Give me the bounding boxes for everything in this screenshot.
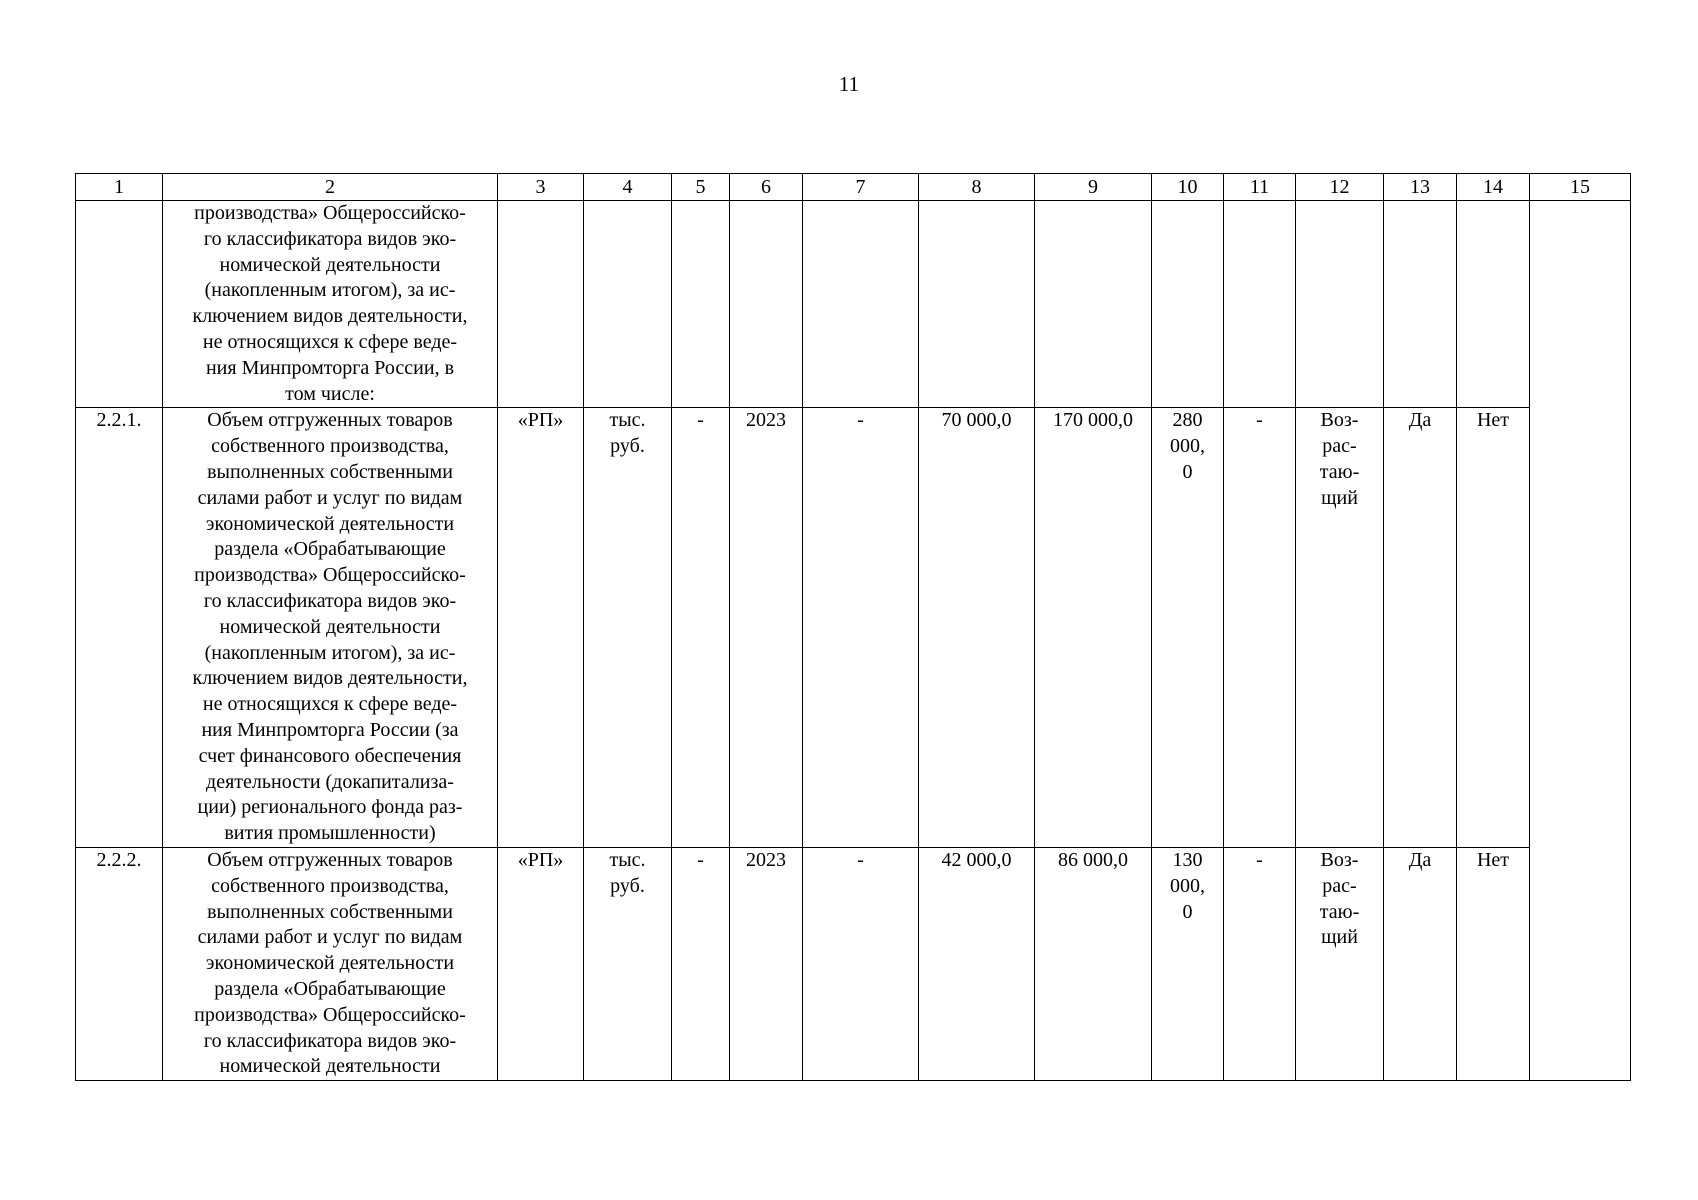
cell-col10: 280 000, 0 — [1152, 408, 1224, 848]
column-header: 10 — [1152, 174, 1224, 201]
cell-col13: Да — [1384, 847, 1457, 1080]
table-row — [76, 847, 1631, 1080]
cell-col3: «РП» — [498, 408, 584, 848]
column-header: 14 — [1457, 174, 1530, 201]
cell-col12: Воз- рас- таю- щий — [1296, 408, 1384, 848]
cell-col5: - — [672, 408, 730, 848]
column-header: 15 — [1530, 174, 1631, 201]
cell-col6: 2023 — [730, 847, 803, 1080]
cell-col5: - — [672, 847, 730, 1080]
column-header: 3 — [498, 174, 584, 201]
table-row — [76, 408, 1631, 848]
row-number: 2.2.2. — [76, 847, 163, 1080]
column-header: 4 — [584, 174, 672, 201]
cell-col3: «РП» — [498, 847, 584, 1080]
indicator-description: Объем отгруженных товаров собственного производства, выполненных собственными силами работ и услуг по видам экономической деятельности раздела «Обрабатывающие производства» Общероссийско- го классификатора видов эко- номической деятельности — [163, 847, 498, 1080]
cell-col6 — [730, 201, 803, 408]
column-header: 9 — [1035, 174, 1152, 201]
column-header: 1 — [76, 174, 163, 201]
cell-col12: Воз- рас- таю- щий — [1296, 847, 1384, 1080]
page-number: 11 — [838, 72, 860, 96]
cell-col4: тыс. руб. — [584, 847, 672, 1080]
cell-col9: 170 000,0 — [1035, 408, 1152, 848]
row-number — [76, 201, 163, 408]
cell-col6: 2023 — [730, 408, 803, 848]
cell-col14 — [1457, 201, 1530, 408]
indicator-description: Объем отгруженных товаров собственного производства, выполненных собственными силами работ и услуг по видам экономической деятельности раздела «Обрабатывающие производства» Общероссийско- го классификатора видов эко- номической деятельности (накопленным итогом), за ис- ключением видов деятельности, не относящихся к сфере веде- ния Минпромторга России (за счет финансового обеспечения деятельности (докапитализа- ции) регионального фонда раз- вития промышленности) — [163, 408, 498, 848]
cell-col8 — [919, 201, 1035, 408]
cell-col5 — [672, 201, 730, 408]
cell-col4: тыс. руб. — [584, 408, 672, 848]
cell-col4 — [584, 201, 672, 408]
row-number: 2.2.1. — [76, 408, 163, 848]
column-header: 12 — [1296, 174, 1384, 201]
cell-col15 — [1530, 201, 1631, 1081]
cell-col8: 70 000,0 — [919, 408, 1035, 848]
cell-col9: 86 000,0 — [1035, 847, 1152, 1080]
cell-col14: Нет — [1457, 408, 1530, 848]
cell-col12 — [1296, 201, 1384, 408]
column-header: 11 — [1224, 174, 1296, 201]
header-row — [76, 174, 1631, 201]
column-header: 2 — [163, 174, 498, 201]
table-row — [76, 201, 1631, 408]
column-header: 6 — [730, 174, 803, 201]
column-header: 5 — [672, 174, 730, 201]
indicator-description: производства» Общероссийско- го классификатора видов эко- номической деятельности (накопленным итогом), за ис- ключением видов деятельности, не относящихся к сфере веде- ния Минпромторга России, в том числе: — [163, 201, 498, 408]
cell-col9 — [1035, 201, 1152, 408]
indicators-table — [75, 173, 1631, 1081]
cell-col11: - — [1224, 847, 1296, 1080]
cell-col7 — [803, 201, 919, 408]
column-header: 7 — [803, 174, 919, 201]
cell-col10: 130 000, 0 — [1152, 847, 1224, 1080]
cell-col7: - — [803, 847, 919, 1080]
cell-col13: Да — [1384, 408, 1457, 848]
cell-col7: - — [803, 408, 919, 848]
cell-col11: - — [1224, 408, 1296, 848]
cell-col8: 42 000,0 — [919, 847, 1035, 1080]
cell-col14: Нет — [1457, 847, 1530, 1080]
cell-col11 — [1224, 201, 1296, 408]
cell-col10 — [1152, 201, 1224, 408]
cell-col3 — [498, 201, 584, 408]
cell-col13 — [1384, 201, 1457, 408]
column-header: 13 — [1384, 174, 1457, 201]
column-header: 8 — [919, 174, 1035, 201]
